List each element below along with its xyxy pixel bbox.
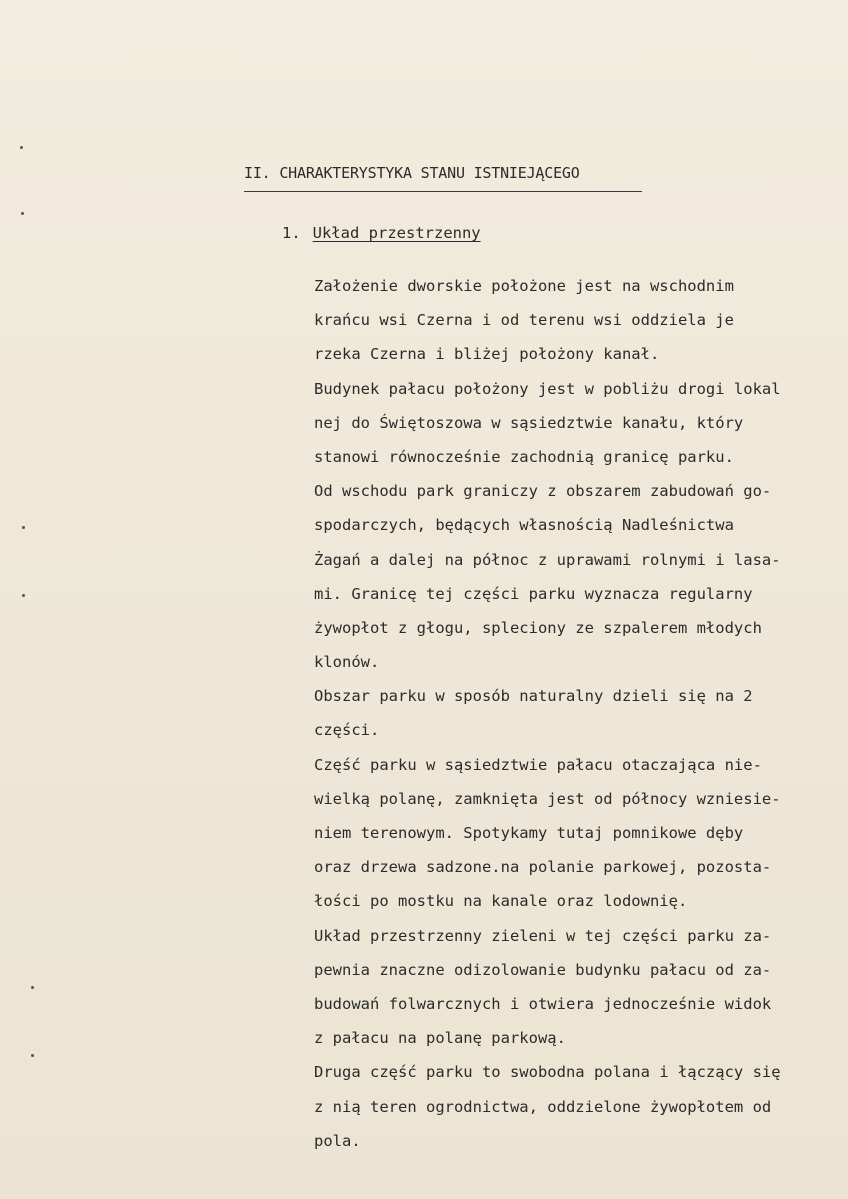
section-number: 1. — [282, 224, 301, 242]
text-line: Część parku w sąsiedztwie pałacu otaczająca nie- — [314, 755, 762, 774]
text-line: łości po mostku na kanale oraz lodownię. — [314, 892, 688, 911]
text-line: Budynek pałacu położony jest w pobliżu drogi lokal — [314, 379, 781, 398]
margin-speck — [22, 594, 25, 597]
text-line: części. — [314, 721, 380, 740]
margin-speck — [21, 212, 24, 215]
text-line: niem terenowym. Spotykamy tutaj pomnikowe dęby — [314, 824, 744, 842]
text-line: Założenie dworskie położone jest na wschodnim — [314, 277, 734, 295]
text-line: z nią teren ogrodnictwa, oddzielone żywopłotem od — [314, 1097, 772, 1116]
text-line: z pałacu na polanę parkową. — [314, 1029, 566, 1048]
text-line: nej do Świętoszowa w sąsiedztwie kanału, który — [314, 413, 744, 432]
margin-speck — [31, 1054, 34, 1057]
text-line: żywopłot z głogu, spleciony ze szpalerem młodych — [314, 618, 762, 637]
text-line: pewnia znaczne odizolowanie budynku pałacu od za- — [314, 960, 772, 979]
text-line: stanowi równocześnie zachodnią granicę parku. — [314, 447, 734, 466]
text-line: spodarczych, będących własnością Nadleśnictwa — [314, 516, 734, 535]
text-line: Druga część parku to swobodna polana i łączący się — [314, 1063, 781, 1082]
heading-underline — [244, 191, 642, 192]
text-line: oraz drzewa sadzone.na polanie parkowej, pozosta- — [314, 858, 772, 877]
margin-speck — [20, 146, 23, 149]
text-line: budowań folwarcznych i otwiera jednocześnie widok — [314, 994, 772, 1013]
text-line: klonów. — [314, 653, 380, 672]
margin-speck — [31, 986, 34, 989]
text-line: rzeka Czerna i bliżej położony kanał. — [314, 345, 660, 364]
section-heading — [282, 218, 481, 248]
text-line: krańcu wsi Czerna i od terenu wsi oddziela je — [314, 311, 734, 330]
text-line: wielką polanę, zamknięta jest od północy wzniesie- — [314, 789, 781, 808]
body-paragraphs — [314, 269, 848, 1158]
chapter-heading: II. CHARAKTERYSTYKA STANU ISTNIEJĄCEGO — [244, 164, 580, 182]
text-line: Żagań a dalej na północ z uprawami rolnymi i lasa- — [314, 550, 781, 569]
text-line: Układ przestrzenny zieleni w tej części parku za- — [314, 926, 772, 945]
text-line: Od wschodu park graniczy z obszarem zabudowań go- — [314, 482, 772, 501]
text-line: pola. — [314, 1131, 361, 1150]
margin-speck — [22, 526, 25, 529]
text-line: Obszar parku w sposób naturalny dzieli się na 2 — [314, 687, 753, 706]
section-title: Układ przestrzenny — [312, 224, 481, 242]
text-line: mi. Granicę tej części parku wyznacza regularny — [314, 584, 753, 603]
